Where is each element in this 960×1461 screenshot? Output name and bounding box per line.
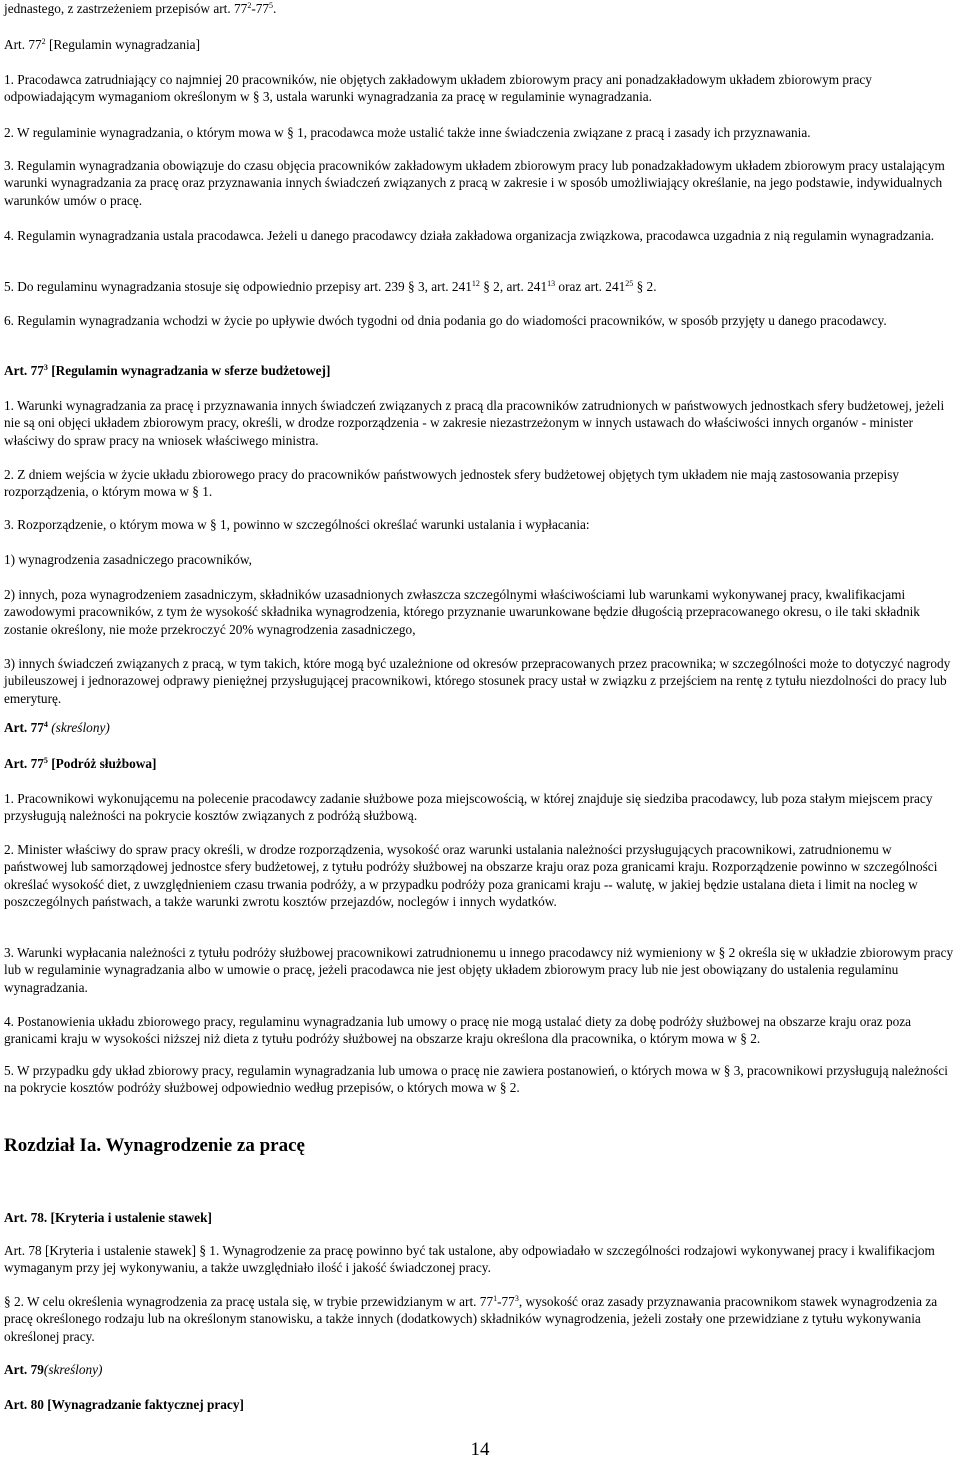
art-77-3-para-2: 2. Z dniem wejścia w życie układu zbiorowego pracy do pracowników państwowych jednostek sfery budżetowej objętych tym układem nie mają zastosowania przepisy rozporządzenia, o którym mowa w § 1. [4,467,900,500]
art-77-2-para-4: 4. Regulamin wynagradzania ustala pracodawca. Jeżeli u danego pracodawcy działa zakładowa organizacja związkowa, pracodawca uzgadnia z nią regulamin wynagradzania. [4,228,935,243]
art-77-2-para-1: 1. Pracodawca zatrudniający co najmniej 20 pracowników, nie objętych zakładowym układem zbiorowym pracy ani ponadzakładowym układem zbiorowym pracy odpowiadającym wymaganiom określonym w § 3, ustala warunki wynagradzania za pracę w regulaminie wynagradzania. [4,72,872,105]
art-77-2-para-3: 3. Regulamin wynagradzania obowiązuje do czasu objęcia pracowników zakładowym układem zbiorowym pracy lub ponadzakładowym układem zbiorowym pracy ustalającym warunki wynagradzania za pracę oraz przyznawania innych świadczeń związanych z pracą w zakresie i w sposób umożliwiający określanie, na jego podstawie, indywidualnych warunków umów o pracę. [4,158,945,208]
art-78-para-1: Art. 78 [Kryteria i ustalenie stawek] § 1. Wynagrodzenie za pracę powinno być tak ustalone, aby odpowiadało w szczególności rodzajowi wykonywanej pracy i kwalifikacjom wymaganym przy jej wykonywaniu, a także uwzględniało ilość i jakość świadczonej pracy. [4,1243,935,1276]
art-77-2-para-6: 6. Regulamin wynagradzania wchodzi w życie po upływie dwóch tygodni od dnia podania go do wiadomości pracowników, w sposób przyjęty u danego pracodawcy. [4,313,887,328]
art-77-5-para-2: 2. Minister właściwy do spraw pracy określi, w drodze rozporządzenia, wysokość oraz warunki ustalania należności przysługujących pracownikowi, zatrudnionemu w państwowej lub samorządowej jednostce sfery budżetowej, z tytułu podróży służbowej na obszarze kraju oraz poza granicami kraju. Rozporządzenie powinno w szczególności określać wysokość diet, z uwzględnieniem czasu trwania podróży, a w przypadku podróży poza granicami kraju -- walutę, w jakiej będzie ustalana dieta i limit na nocleg w poszczególnych państwach, a także warunki zwrotu kosztów przejazdów, noclegów i innych wydatków. [4,842,938,909]
art-77-4-heading: Art. $77^4$ (skreślony) [4,720,110,735]
art-77-5-para-3: 3. Warunki wypłacania należności z tytułu podróży służbowej pracownikowi zatrudnionemu u innego pracodawcy niż wymieniony w § 2 określa się w układzie zbiorowym pracy lub w regulaminie wynagradzania albo w umowie o pracę, jeżeli pracodawca nie jest objęty układem zbiorowym pracy lub nie jest obowiązany do ustalenia regulaminu wynagradzania. [4,945,954,995]
chapter-title: Rozdział Ia. Wynagrodzenie za pracę [4,1135,305,1156]
art-79-heading: Art. 79(skreślony) [4,1362,103,1377]
art-77-3-para-3: 3. Rozporządzenie, o którym mowa w § 1, powinno w szczególności określać warunki ustalania i wypłacania: [4,517,590,532]
art-77-5-para-5: 5. W przypadku gdy układ zbiorowy pracy, regulamin wynagradzania lub umowa o pracę nie zawiera postanowień, o których mowa w § 3, pracownikowi przysługują należności na pokrycie kosztów podróży służbowej odpowiednio według przepisów, o których mowa w § 2. [4,1063,948,1096]
art-78-heading: Art. 78. [Kryteria i ustalenie stawek] [4,1210,212,1225]
art-77-3-para-1: 1. Warunki wynagradzania za pracę i przyznawania innych świadczeń związanych z pracą dla pracowników zatrudnionych w państwowych jednostkach sfery budżetowej, jeżeli nie są oni objęci układem zbiorowym pracy, określi, w drodze rozporządzenia - w zakresie niezastrzeżonym w innych ustawach do właściwości innych organów - minister właściwy do spraw pracy na wniosek właściwego ministra. [4,398,945,448]
art-77-2-heading: Art. $77^2$ [Regulamin wynagradzania] [4,37,201,52]
art-80-heading: Art. 80 [Wynagradzanie faktycznej pracy] [4,1397,244,1412]
top-fragment: jednastego, z zastrzeżeniem przepisów art. $77^2-77^5$. [4,1,277,16]
art-78-para-2: § 2. W celu określenia wynagrodzenia za pracę ustala się, w trybie przewidzianym w art. $77^1-77^3$, wysokość oraz zasady przyznawania pracownikom stawek wynagrodzenia za pracę określonego rodzaju lub na określonym stanowisku, a także innych (dodatkowych) składników wynagrodzenia, jeżeli zostały one przewidziane z tytułu wykonywania określonej pracy. [4,1294,938,1344]
art-77-3-heading: Art. $77^3$ [Regulamin wynagradzania w sferze budżetowej] [4,363,331,378]
art-77-5-para-1: 1. Pracownikowi wykonującemu na polecenie pracodawcy zadanie służbowe poza miejscowością, w której znajduje się siedziba pracodawcy, lub poza stałym miejscem pracy przysługują należności na pokrycie kosztów związanych z podróżą służbową. [4,791,933,824]
art-77-3-item-1: 1) wynagrodzenia zasadniczego pracowników, [4,552,252,567]
art-77-2-para-5: 5. Do regulaminu wynagradzania stosuje się odpowiednio przepisy art. 239 § 3, art. $241^{12}$ § 2, art. $241^{13}$ oraz art. $241^{25}$ § 2. [4,279,657,294]
art-77-5-para-4: 4. Postanowienia układu zbiorowego pracy, regulaminu wynagradzania lub umowy o pracę nie mogą ustalać diety za dobę podróży służbowej na obszarze kraju oraz poza granicami kraju w wysokości niższej niż dieta z tytułu podróży służbowej na obszarze kraju określona dla pracownika, o którym mowa w § 2. [4,1014,912,1047]
art-77-2-para-2: 2. W regulaminie wynagradzania, o którym mowa w § 1, pracodawca może ustalić także inne świadczenia związane z pracą i zasady ich przyznawania. [4,125,811,140]
art-77-5-heading: Art. $77^5$ [Podróż służbowa] [4,756,157,771]
page-number: 14 [470,1439,490,1460]
art-77-3-item-2: 2) innych, poza wynagrodzeniem zasadniczym, składników uzasadnionych zwłaszcza szczególnymi właściwościami lub warunkami wykonywanej pracy, kwalifikacjami zawodowymi pracowników, z tym że wysokość składnika wynagrodzenia, którego przyznanie uwarunkowane będzie długością przepracowanego okresu, o ile taki składnik zostanie określony, nie może przekroczyć 20% wynagrodzenia zasadniczego, [4,587,920,637]
art-77-3-item-3: 3) innych świadczeń związanych z pracą, w tym takich, które mogą być uzależnione od okresów przepracowanych przez pracownika; w szczególności może to dotyczyć nagrody jubileuszowej i jednorazowej odprawy pieniężnej przysługującej pracownikowi, którego stosunek pracy ustał w związku z przejściem na rentę z tytułu niezdolności do pracy lub emeryturę. [4,656,951,706]
